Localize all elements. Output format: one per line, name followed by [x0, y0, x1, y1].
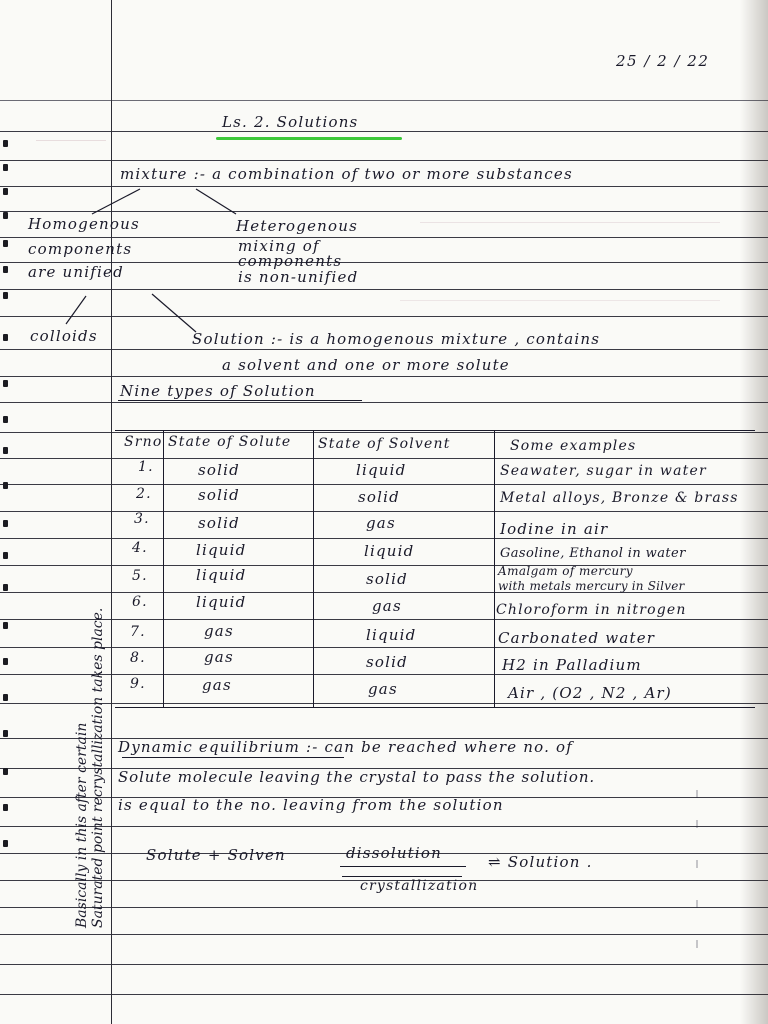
binding-hole	[3, 804, 8, 811]
homogenous-line1: components	[28, 240, 133, 258]
binding-hole	[3, 482, 8, 489]
row-example: Carbonated water	[498, 629, 656, 647]
ruled-line	[0, 402, 768, 403]
row-solute: solid	[198, 461, 240, 479]
side-note-line2: Saturated point recrystallization takes place.	[90, 607, 106, 928]
mixture-definition: mixture :- a combination of two or more substances	[120, 165, 573, 183]
table-top-border	[115, 430, 755, 431]
row-solute: gas	[202, 676, 232, 694]
heterogenous-heading: Heterogenous	[236, 217, 358, 235]
row-solute: liquid	[196, 566, 247, 584]
ruled-line	[0, 619, 768, 620]
dynamic-equilibrium-line3: is equal to the no. leaving from the solution	[118, 796, 504, 814]
row-srno: 7.	[130, 624, 146, 640]
row-solvent: liquid	[366, 626, 417, 644]
ruled-line	[0, 703, 768, 704]
row-example: Iodine in air	[500, 520, 609, 538]
table-header-examples: Some examples	[510, 438, 637, 454]
row-example: Air , (O2 , N2 , Ar)	[508, 684, 672, 702]
row-srno: 8.	[130, 650, 146, 666]
ruled-line	[0, 994, 768, 995]
page-title: Ls. 2. Solutions	[222, 113, 359, 131]
date: 25 / 2 / 22	[616, 52, 710, 70]
solution-definition-line1: Solution :- is a homogenous mixture , contains	[192, 330, 601, 348]
equation-right: ⇌ Solution .	[488, 853, 593, 871]
heterogenous-line2: components	[238, 252, 343, 270]
row-srno: 5.	[132, 568, 148, 584]
row-solvent: liquid	[356, 461, 407, 479]
colloids-label: colloids	[30, 327, 98, 345]
row-solvent: gas	[368, 680, 398, 698]
table-header-solute: State of Solute	[168, 434, 292, 450]
binding-hole	[3, 622, 8, 629]
table-header-solvent: State of Solvent	[318, 436, 451, 452]
binding-hole	[3, 730, 8, 737]
ruled-line	[0, 511, 768, 512]
row-solute: gas	[204, 648, 234, 666]
forward-arrow	[340, 866, 466, 867]
equation-left: Solute + Solven	[146, 846, 286, 864]
equation-forward-label: dissolution	[346, 844, 443, 862]
binding-hole	[3, 520, 8, 527]
ruled-line	[0, 826, 768, 827]
show-through-mark	[696, 900, 698, 908]
row-example-line2: with metals mercury in Silver	[498, 579, 685, 593]
row-solute: gas	[204, 622, 234, 640]
table-column-divider	[313, 430, 314, 708]
table-column-divider	[163, 430, 164, 708]
ruled-line	[0, 565, 768, 566]
table-column-divider	[494, 430, 495, 708]
ruled-line	[0, 458, 768, 459]
ruled-line	[0, 674, 768, 675]
row-solvent: solid	[358, 488, 400, 506]
equation-backward-label: crystallization	[360, 878, 479, 894]
row-example: Chloroform in nitrogen	[496, 602, 687, 618]
ruled-line	[0, 484, 768, 485]
backward-arrow	[342, 876, 462, 877]
row-srno: 3.	[134, 511, 150, 527]
side-note-line1: Basically in this after certain	[74, 722, 90, 928]
nine-types-heading: Nine types of Solution	[120, 382, 316, 400]
binding-hole	[3, 840, 8, 847]
show-through-mark	[696, 790, 698, 798]
homogenous-heading: Homogenous	[28, 215, 140, 233]
row-srno: 2.	[136, 486, 152, 502]
row-solvent: gas	[372, 597, 402, 615]
row-solvent: liquid	[364, 542, 415, 560]
binding-hole	[3, 447, 8, 454]
row-example: H2 in Palladium	[502, 656, 642, 674]
ruled-line	[0, 934, 768, 935]
row-srno: 6.	[132, 594, 148, 610]
binding-hole	[3, 768, 8, 775]
show-through-mark	[696, 820, 698, 828]
table-bottom-border	[115, 707, 755, 708]
show-through-mark	[696, 860, 698, 868]
heterogenous-line3: is non-unified	[238, 268, 359, 286]
row-srno: 9.	[130, 676, 146, 692]
row-solute: liquid	[196, 541, 247, 559]
row-example: Gasoline, Ethanol in water	[500, 546, 686, 561]
ruled-line	[0, 647, 768, 648]
dynamic-equilibrium-line1: Dynamic equilibrium :- can be reached where no. of	[118, 738, 573, 756]
binding-hole	[3, 694, 8, 701]
solution-definition-line2: a solvent and one or more solute	[222, 356, 510, 374]
heading-underline	[118, 400, 362, 401]
row-solute: solid	[198, 514, 240, 532]
row-solute: liquid	[196, 593, 247, 611]
term-underline	[122, 757, 344, 758]
binding-hole	[3, 658, 8, 665]
dynamic-equilibrium-line2: Solute molecule leaving the crystal to pass the solution.	[118, 768, 596, 786]
binding-hole	[3, 416, 8, 423]
ruled-line	[0, 538, 768, 539]
row-solvent: gas	[366, 514, 396, 532]
row-solvent: solid	[366, 570, 408, 588]
row-example: Seawater, sugar in water	[500, 463, 707, 479]
margin-side-note	[74, 608, 106, 928]
ruled-line	[0, 907, 768, 908]
table-header-srno: Srno	[124, 434, 163, 450]
heterogenous-line1: mixing of	[238, 237, 320, 255]
row-example-line1: Amalgam of mercury	[498, 564, 633, 578]
binding-hole	[3, 584, 8, 591]
row-solvent: solid	[366, 653, 408, 671]
row-solute: solid	[198, 486, 240, 504]
row-srno: 4.	[132, 540, 148, 556]
homogenous-line2: are unified	[28, 263, 124, 281]
binding-hole	[3, 552, 8, 559]
ruled-line	[0, 964, 768, 965]
row-srno: 1.	[138, 459, 154, 475]
show-through-mark	[696, 940, 698, 948]
ruled-line	[0, 432, 768, 433]
row-example: Metal alloys, Bronze & brass	[500, 490, 739, 506]
